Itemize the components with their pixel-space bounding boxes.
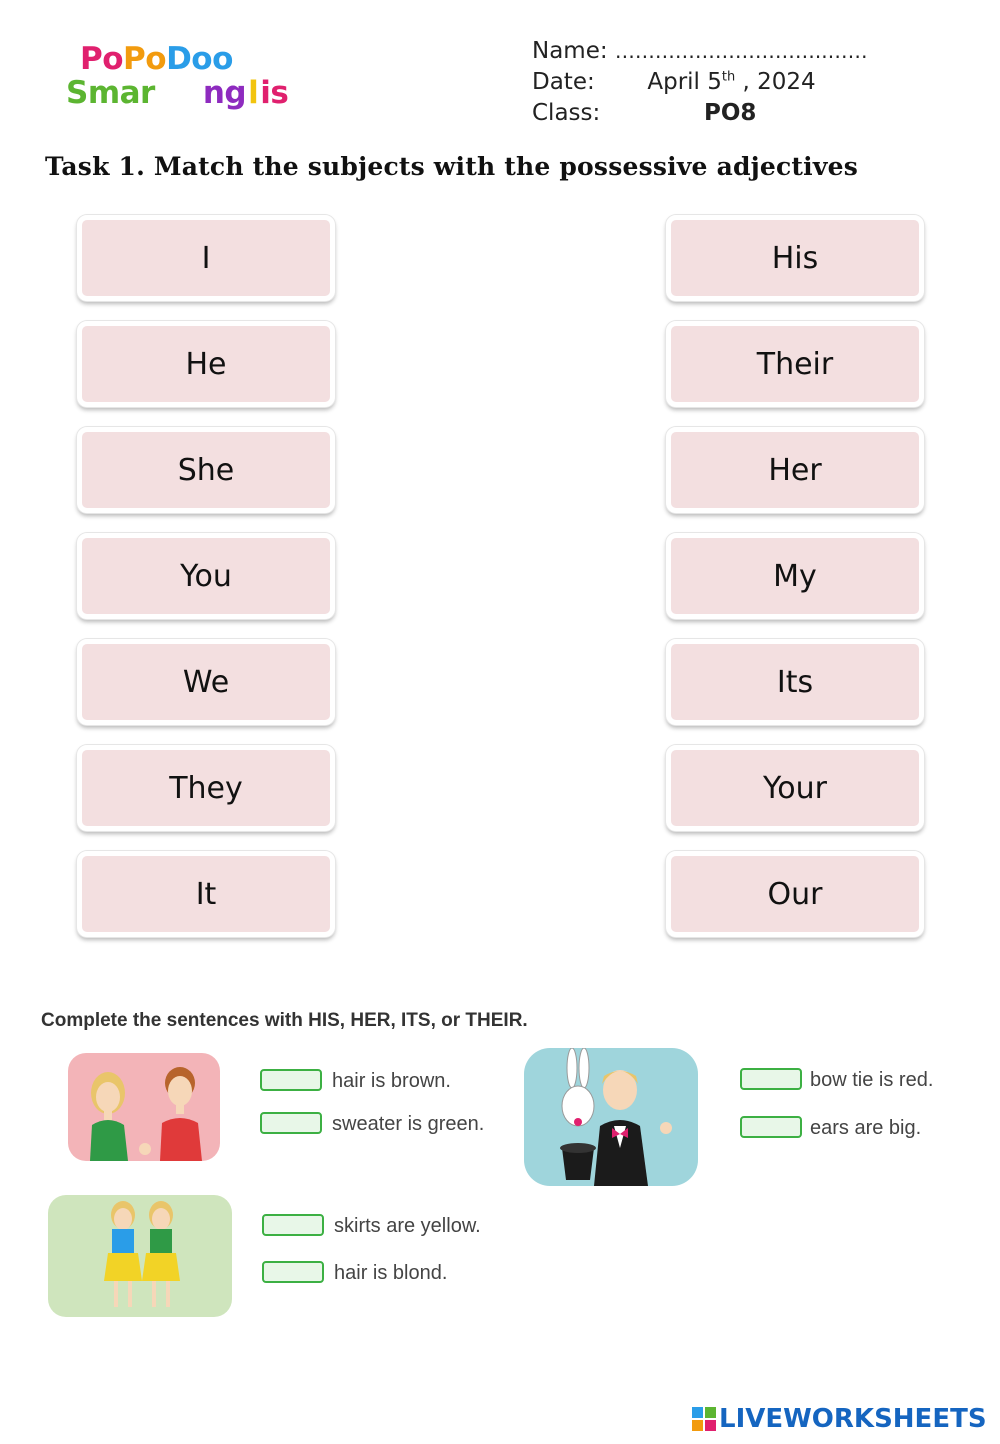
logo-part: Doo xyxy=(166,41,233,77)
adjective-card-my[interactable]: My xyxy=(666,533,924,619)
answer-field-4[interactable] xyxy=(740,1116,802,1138)
subject-card-we[interactable]: We xyxy=(77,639,335,725)
subject-card-they[interactable]: They xyxy=(77,745,335,831)
logo-part: Po xyxy=(123,41,167,77)
logo-part: ng xyxy=(202,75,247,111)
sentence-5: skirts are yellow. xyxy=(334,1215,481,1237)
adjective-card-their[interactable]: Their xyxy=(666,321,924,407)
magician-rabbit-illustration xyxy=(524,1048,698,1186)
liveworksheets-logo xyxy=(692,1404,987,1434)
answer-field-1[interactable] xyxy=(260,1069,322,1091)
date-label: Date: xyxy=(532,69,595,95)
task2-instruction: Complete the sentences with HIS, HER, ITS, or THEIR. xyxy=(41,1010,528,1031)
subject-card-it[interactable]: It xyxy=(77,851,335,937)
sentence-2: sweater is green. xyxy=(332,1113,485,1135)
adjective-card-its[interactable]: Its xyxy=(666,639,924,725)
adjective-card-her[interactable]: Her xyxy=(666,427,924,513)
adjective-card-his[interactable]: His xyxy=(666,215,924,301)
class-row xyxy=(532,100,757,126)
date-suffix: th xyxy=(721,69,736,85)
logo-part: l xyxy=(248,75,259,111)
footer-brand: LIVEWORKSHEETS xyxy=(719,1404,987,1434)
two-girls-illustration xyxy=(48,1195,232,1317)
logo-part: Smar xyxy=(66,75,155,111)
task1-title: Task 1. Match the subjects with the possessive adjectives xyxy=(45,152,858,181)
name-dots: …………………………..…… xyxy=(614,39,868,63)
answer-field-5[interactable] xyxy=(262,1214,324,1236)
adjective-card-your[interactable]: Your xyxy=(666,745,924,831)
class-value: PO8 xyxy=(704,100,757,126)
sentence-3: bow tie is red. xyxy=(810,1069,934,1091)
adjective-card-our[interactable]: Our xyxy=(666,851,924,937)
date-row xyxy=(532,69,816,95)
answer-field-6[interactable] xyxy=(262,1261,324,1283)
subject-card-he[interactable]: He xyxy=(77,321,335,407)
date-year: , 2024 xyxy=(742,69,816,95)
answer-field-2[interactable] xyxy=(260,1112,322,1134)
sentence-6: hair is blond. xyxy=(334,1262,448,1284)
brand-logo-line2 xyxy=(66,75,289,111)
name-row xyxy=(532,38,868,64)
name-label: Name: xyxy=(532,38,608,64)
answer-field-3[interactable] xyxy=(740,1068,802,1090)
subject-card-i[interactable]: I xyxy=(77,215,335,301)
logo-part: is xyxy=(260,75,289,111)
sentence-1: hair is brown. xyxy=(332,1070,451,1092)
sentence-4: ears are big. xyxy=(810,1117,922,1139)
brand-logo xyxy=(80,41,233,77)
logo-part: Po xyxy=(80,41,124,77)
liveworksheets-icon xyxy=(692,1407,716,1431)
date-value: April 5 xyxy=(647,69,722,95)
subject-card-you[interactable]: You xyxy=(77,533,335,619)
subject-card-she[interactable]: She xyxy=(77,427,335,513)
class-label: Class: xyxy=(532,100,601,126)
girl-boy-illustration xyxy=(68,1053,220,1161)
